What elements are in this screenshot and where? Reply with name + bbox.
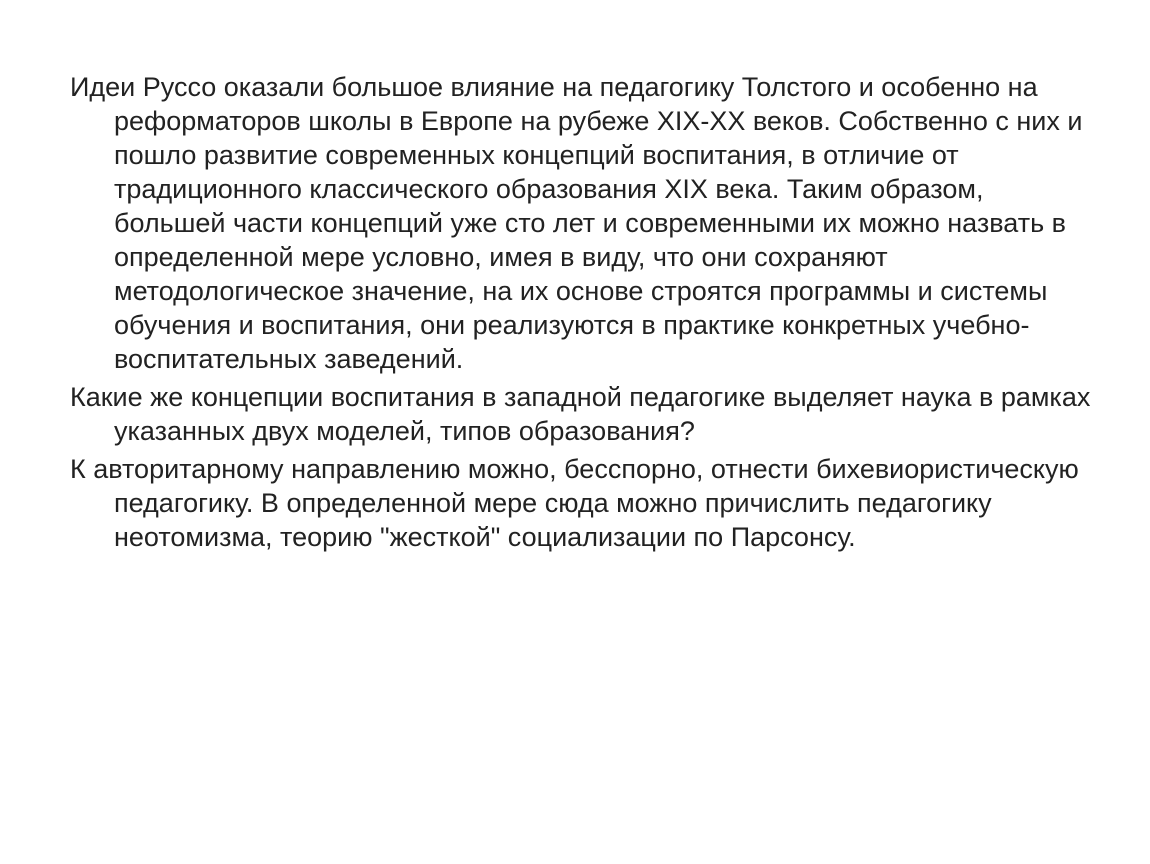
paragraph-authoritarian-direction: К авторитарному направлению можно, бесспорно, отнести бихевиористическую педагогику. В определенной мере сюда можно причислить педагогику неотомизма, теорию "жесткой" социализации по Парсонсу. xyxy=(70,454,1079,552)
slide-body xyxy=(70,70,1100,558)
paragraph-rousseau-influence: Идеи Руссо оказали большое влияние на педагогику Толстого и особенно на реформаторов школы в Европе на рубеже XIX-XX веков. Собственно с них и пошло развитие современных концепций воспитания, в отличие от традиционного классического образования XIX века. Таким образом, большей части концепций уже сто лет и современными их можно назвать в определенной мере условно, имея в виду, что они сохраняют методологическое значение, на их основе строятся программы и системы обучения и воспитания, они реализуются в практике конкретных учебно-воспитательных заведений. xyxy=(70,72,1083,374)
paragraph-question-concepts: Какие же концепции воспитания в западной педагогике выделяет наука в рамках указанных двух моделей, типов образования? xyxy=(70,382,1091,446)
